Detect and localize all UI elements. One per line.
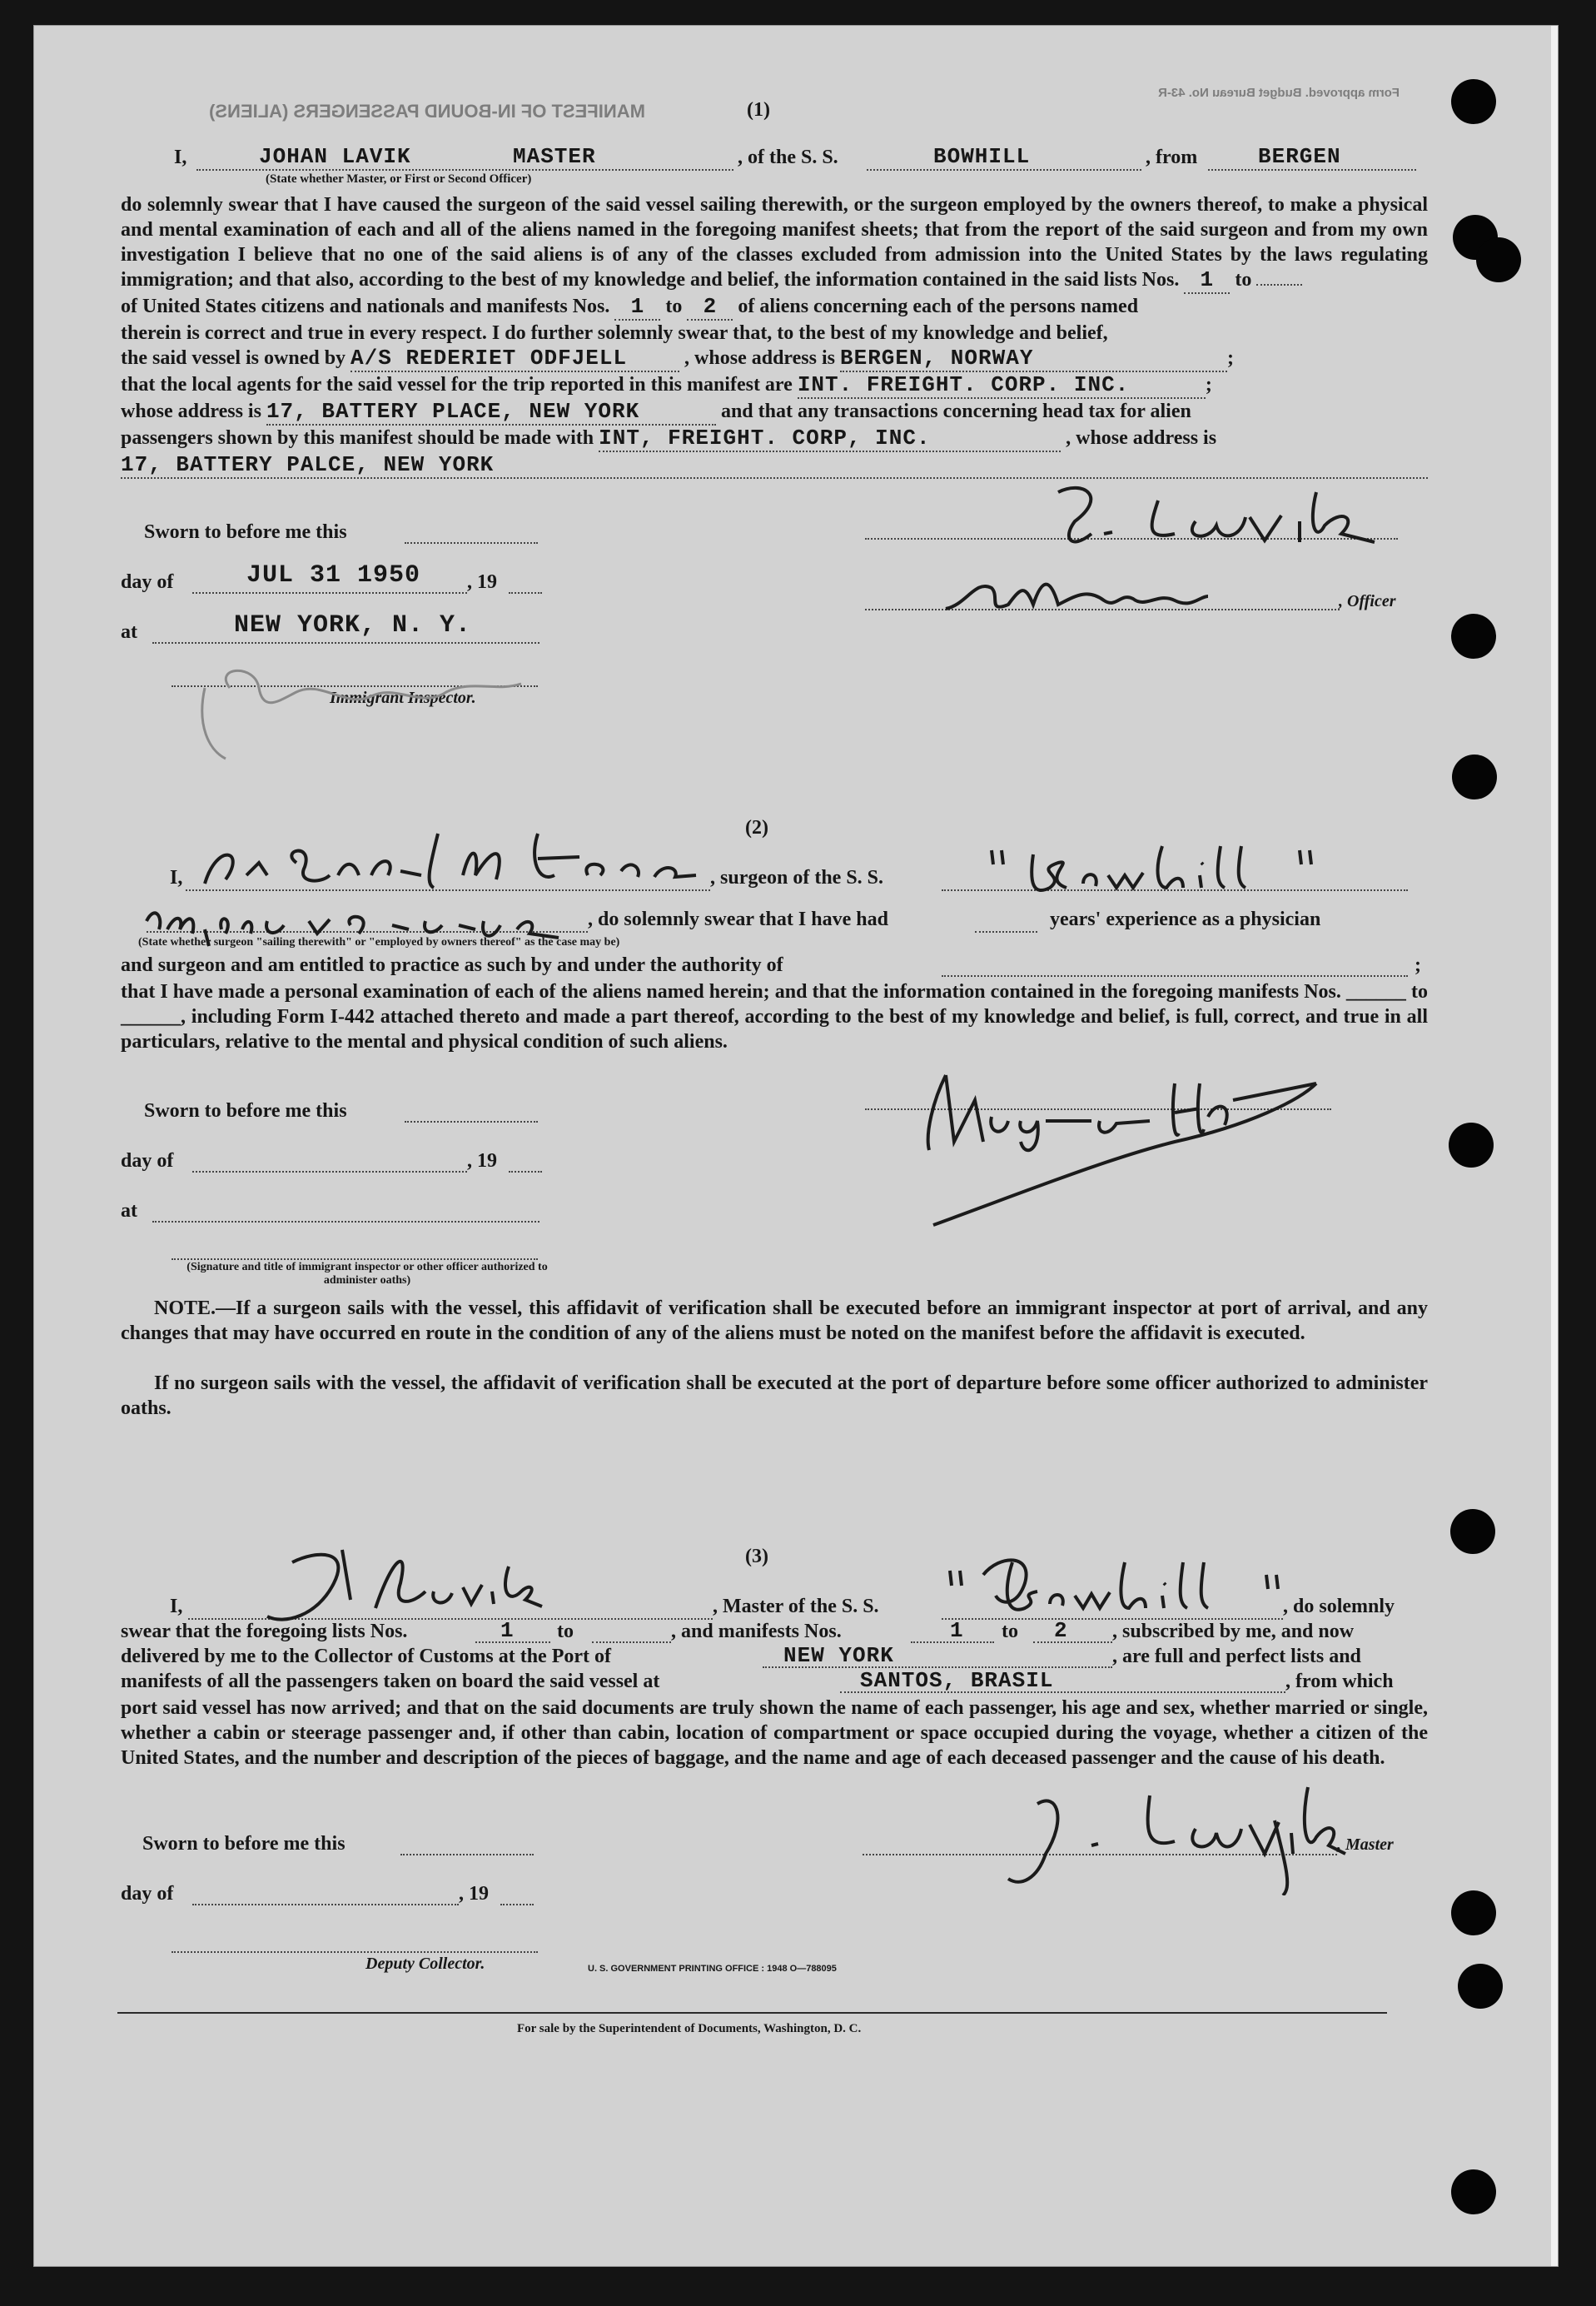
- from-port: BERGEN: [1258, 144, 1341, 169]
- owner-address-label: , whose address is: [684, 347, 835, 369]
- years-text: years' experience as a physician: [1050, 909, 1321, 930]
- master-signature-1: [1042, 476, 1424, 559]
- and-surgeon: and surgeon and am entitled to practice as such by and under the authority of: [121, 954, 783, 976]
- inspector-signature: [180, 650, 538, 767]
- surgeon-of-label: , surgeon of the S. S.: [710, 867, 884, 889]
- section2-number: (2): [745, 817, 768, 839]
- s3-master-signature-2: [1000, 1771, 1350, 1895]
- s2-sig-label: (Signature and title of immigrant inspector or other officer authorized to administer oaths): [186, 1261, 548, 1287]
- deputy-label: Deputy Collector.: [365, 1955, 485, 1973]
- us-line-b: of aliens concerning each of the persons named: [738, 296, 1139, 317]
- passengers-label: passengers shown by this manifest should be made with: [121, 427, 594, 449]
- manifest-from: 1: [630, 294, 645, 319]
- date-stamp: JUL 31 1950: [246, 561, 421, 590]
- binder-hole: [1452, 755, 1497, 799]
- binder-hole: [1458, 1964, 1503, 2009]
- manifest-page: [33, 25, 1559, 2267]
- binder-hole: [1451, 2169, 1496, 2214]
- s1-day-line: [192, 592, 467, 594]
- owner-address: BERGEN, NORWAY: [839, 346, 1034, 371]
- master-name-line: [196, 169, 733, 171]
- binder-hole: [1451, 1890, 1496, 1935]
- employment-label: (State whether surgeon "sailing therewith" or "employed by owners thereof" as the case may be): [138, 936, 620, 949]
- agents-label: that the local agents for the said vessel for the trip reported in this manifest are: [121, 374, 793, 396]
- s3-to: to: [557, 1621, 574, 1642]
- s2-body: that I have made a personal examination of each of the aliens named herein; and that the information contained in the foregoing manifests Nos. ______ to ______, including Form I-442 attached thereto and made a part thereof, according to the best of my knowledge and belief, is full, correct, and true in all particulars, relative to the mental and physical condition of such aliens.: [121, 981, 1428, 1053]
- s1-day-of: day of: [121, 571, 174, 593]
- section3-number: (3): [745, 1546, 768, 1567]
- s3-subscribed: , subscribed by me, and now: [1112, 1621, 1355, 1642]
- of-ss-label: , of the S. S.: [738, 147, 838, 168]
- place: NEW YORK, N. Y.: [234, 611, 472, 640]
- binder-hole: [1451, 79, 1496, 124]
- s3-body: port said vessel has now arrived; and that on the said documents are truly shown the name of each passenger, his age and sex, whether married or single, whether a cabin or steerage passenger and, if other than cabin, location of compartment or space occupied during the voyage, whether a citizen of the United States, and the number and description of the pieces of baggage, and the name and age of each deceased passenger and the cause of his death.: [121, 1697, 1428, 1769]
- s3-solemnly: , do solemnly: [1283, 1596, 1395, 1617]
- s2-day-line: [192, 1171, 467, 1173]
- s3-lists-from: 1: [500, 1618, 515, 1643]
- ship-line: [867, 169, 1141, 171]
- s1-sworn-label: Sworn to before me this: [144, 521, 347, 543]
- s3-ship-handwritten: [933, 1537, 1316, 1629]
- s3-embark-port: SANTOS, BRASIL: [860, 1668, 1054, 1693]
- s3-from-which: , from which: [1285, 1671, 1394, 1692]
- faded-header-line2: Form approved. Budget Bureau No. 43-R: [1158, 86, 1400, 100]
- master-rank: MASTER: [513, 144, 596, 169]
- footer-rule: [117, 2012, 1387, 2014]
- authority-line: [942, 975, 1408, 977]
- s1-sworn-line: [405, 542, 538, 544]
- s2-sworn-line: [405, 1121, 538, 1123]
- s1-year: , 19: [467, 571, 497, 593]
- binder-hole: [1451, 614, 1496, 659]
- page-edge: [1551, 26, 1558, 2266]
- s3-full-perfect: , are full and perfect lists and: [1112, 1646, 1361, 1667]
- owner: A/S REDERIET ODFJELL: [351, 346, 628, 371]
- gpo-imprint: U. S. GOVERNMENT PRINTING OFFICE : 1948 O—788095: [588, 1964, 837, 1974]
- section2-intro: I,: [170, 867, 183, 889]
- inspector-label: Immigrant Inspector.: [330, 689, 476, 707]
- s3-master-label: , Master: [1337, 1835, 1394, 1854]
- s3-to-2: to: [1002, 1621, 1018, 1642]
- s3-year: , 19: [459, 1883, 489, 1905]
- s2-at-line: [152, 1221, 539, 1223]
- s3-sworn-label: Sworn to before me this: [142, 1833, 346, 1855]
- from-line: [1208, 169, 1416, 171]
- s3-manifests-all: manifests of all the passengers taken on board the said vessel at: [121, 1671, 660, 1692]
- s2-sworn-label: Sworn to before me this: [144, 1100, 347, 1122]
- manifest-to: 2: [703, 294, 718, 319]
- s3-port: NEW YORK: [783, 1643, 894, 1668]
- binder-hole: [1476, 237, 1521, 282]
- surgeon-name-signature: [188, 825, 713, 900]
- us-line-a: of United States citizens and nationals and manifests Nos.: [121, 296, 610, 317]
- authority-semicolon: ;: [1415, 954, 1421, 976]
- binder-hole: [1450, 1509, 1495, 1554]
- s2-swear: , do solemnly swear that I have had: [588, 909, 888, 930]
- s2-at: at: [121, 1200, 137, 1222]
- s3-manifest-from: 1: [950, 1618, 964, 1643]
- s3-delivered: delivered by me to the Collector of Customs at the Port of: [121, 1646, 611, 1667]
- section3-intro: I,: [170, 1596, 183, 1617]
- para-b-text: therein is correct and true in every respect. I do further solemnly swear that, to the best of my knowledge and belief,: [121, 322, 1108, 344]
- s1-at: at: [121, 621, 137, 643]
- s3-day-line: [192, 1904, 459, 1905]
- lists-from: 1: [1200, 267, 1215, 292]
- section1-paragraph-a: do solemnly swear that I have caused the surgeon of the said vessel sailing therewith, or the surgeon employed by the owners thereof, to make a physical and mental examination of each and all of the aliens named in the foregoing manifest sheets; that from the report of the said surgeon and from my own investigation I believe that no one of the said aliens is of any of the classes excluded from admission into the United States by the laws regulating immigration; and that also, according to the best of my knowledge and belief, the information contained in the said lists Nos. 1 to of United States citizens and nationals and manifests Nos. 1 to 2 of aliens concerning each of the persons named therein is correct and true in every respect. I do further solemnly swear that, to the best of my knowledge and belief, the said vessel is owned by A/S REDERIET ODFJELL , whose address is BERGEN, NORWAY ; that the local agents for the said vessel for the trip reported in this manifest are INT. FREIGHT. CORP. INC. ; whose address is 17, BATTERY PLACE, NEW YORK and that any transactions concerning head tax for alien passengers shown by this manifest should be made with INT, FREIGHT. CORP, INC. , whose address is 17, BATTERY PALCE, NEW YORK: [121, 194, 1428, 477]
- agents: INT. FREIGHT. CORP. INC.: [797, 372, 1130, 397]
- s2-day-of: day of: [121, 1150, 174, 1172]
- s3-and-manifests: , and manifests Nos.: [671, 1621, 842, 1642]
- agents-address: 17, BATTERY PLACE, NEW YORK: [266, 399, 640, 424]
- ship-name: BOWHILL: [933, 144, 1031, 169]
- sale-notice: For sale by the Superintendent of Documents, Washington, D. C.: [517, 2022, 862, 2035]
- note-paragraph-1: NOTE.—If a surgeon sails with the vessel, this affidavit of verification shall be executed before an immigrant inspector at port of arrival, and any changes that may have occurred en route in the condition of any of the aliens must be noted on the manifest before the affidavit is executed.: [121, 1297, 1428, 1344]
- s2-ship-handwritten: [983, 838, 1333, 904]
- agents-address-label: whose address is: [121, 401, 261, 422]
- s3-sworn-line: [400, 1854, 534, 1855]
- s3-day-of: day of: [121, 1883, 174, 1905]
- head-tax-agent: INT, FREIGHT. CORP, INC.: [599, 426, 931, 451]
- faded-header-line1: MANIFEST OF IN-BOUND PASSENGERS (ALIENS): [209, 101, 645, 122]
- s3-swear-lists: swear that the foregoing lists Nos.: [121, 1621, 408, 1642]
- master-name: JOHAN LAVIK: [259, 144, 411, 169]
- binder-hole: [1449, 1123, 1494, 1168]
- s1-year-line: [509, 592, 542, 594]
- from-label: , from: [1146, 147, 1198, 168]
- s3-lists-to-line: [592, 1641, 671, 1643]
- deputy-line: [172, 1951, 538, 1953]
- rank-hint: (State whether Master, or First or Second Officer): [266, 172, 532, 186]
- s2-year: , 19: [467, 1150, 497, 1172]
- s3-manifest-to: 2: [1054, 1618, 1068, 1643]
- s3-year-line: [500, 1904, 534, 1905]
- head-tax-address: 17, BATTERY PALCE, NEW YORK: [121, 452, 495, 477]
- master-title-signature: [942, 559, 1291, 621]
- para-a-text: do solemnly swear that I have caused the surgeon of the said vessel sailing therewith, or the surgeon employed by the owners thereof, to make a physical and mental examination of each and all of the aliens named in the foregoing manifest sheets; that from the report of the said surgeon and from my own investigation I believe that no one of the said aliens is of any of the classes excluded from admission into the United States by the laws regulating immigration; and that also, according to the best of my knowledge and belief, the information contained in the said lists Nos.: [121, 194, 1428, 291]
- s3-master-of: , Master of the S. S.: [713, 1596, 879, 1617]
- s2-sig-line: [172, 1258, 538, 1260]
- years-line: [975, 931, 1037, 933]
- surgeon-signature: [900, 1050, 1350, 1242]
- s3-manifest-to-line: [1033, 1641, 1112, 1643]
- lists-to-label: to: [1235, 269, 1252, 291]
- head-tax-text: and that any transactions concerning head tax for alien: [720, 401, 1191, 422]
- head-tax-address-label: , whose address is: [1066, 427, 1217, 449]
- s2-year-line: [509, 1171, 542, 1173]
- s1-at-line: [152, 642, 539, 644]
- note-paragraph-2: If no surgeon sails with the vessel, the affidavit of verification shall be executed at the port of departure before some officer authorized to administer oaths.: [121, 1372, 1428, 1419]
- officer-label: , Officer: [1339, 592, 1396, 610]
- section1-intro: I,: [174, 147, 187, 168]
- section1-number: (1): [747, 99, 770, 121]
- owned-by-label: the said vessel is owned by: [121, 347, 346, 369]
